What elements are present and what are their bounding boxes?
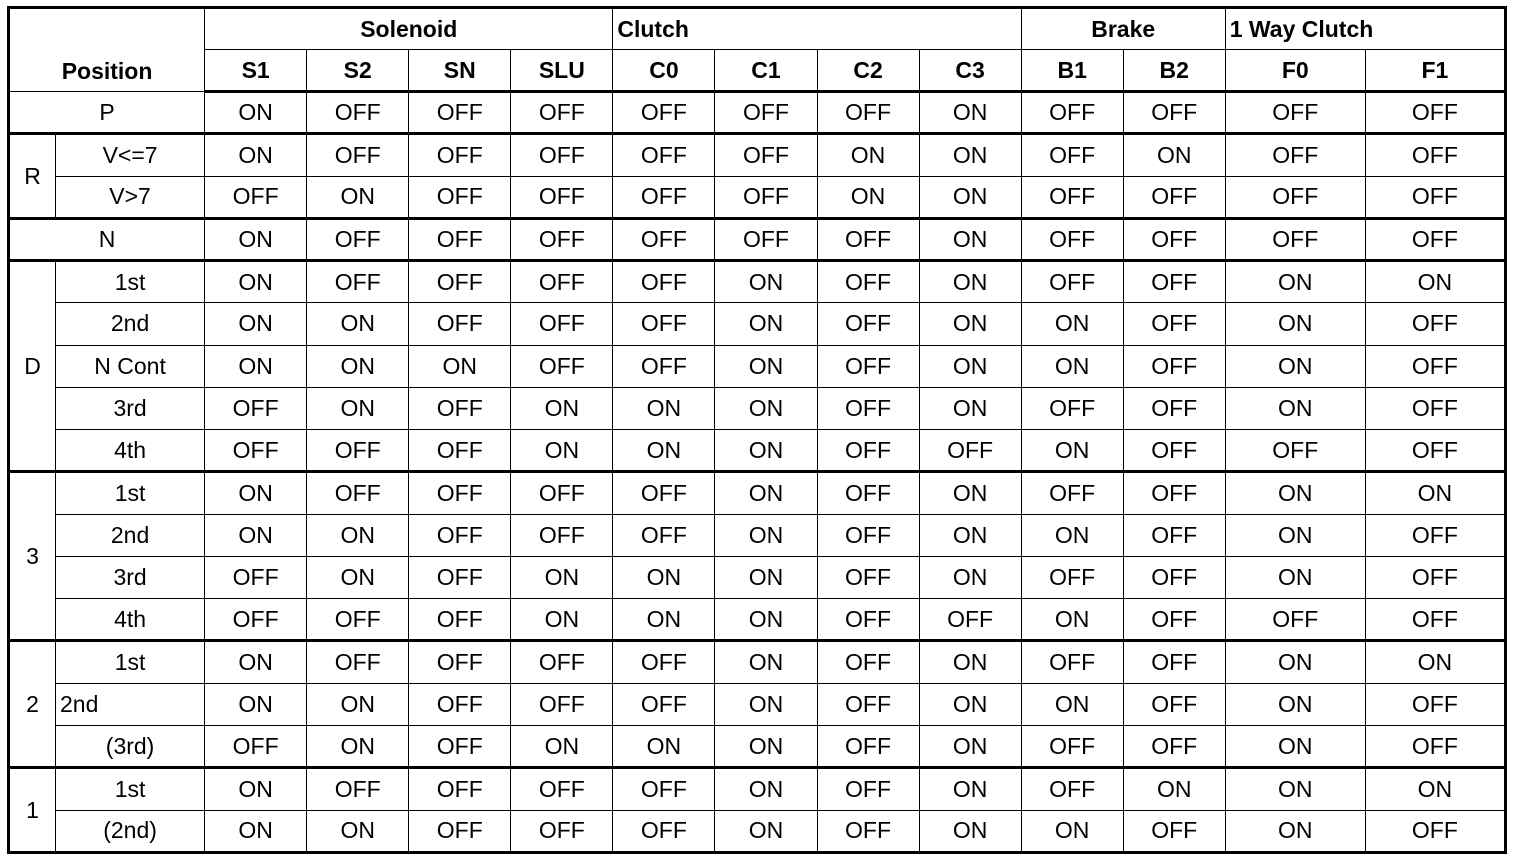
table-row [9, 345, 1506, 387]
state-cell: OFF [409, 430, 511, 472]
state-cell: ON [1225, 514, 1365, 556]
state-cell: OFF [1021, 218, 1123, 260]
state-cell: OFF [511, 176, 613, 218]
state-cell: OFF [511, 683, 613, 725]
state-cell: OFF [1123, 176, 1225, 218]
state-cell: OFF [1123, 345, 1225, 387]
state-cell: ON [511, 599, 613, 641]
state-cell: ON [919, 134, 1021, 176]
state-cell: OFF [1123, 683, 1225, 725]
state-cell: OFF [817, 683, 919, 725]
position-label: P [9, 92, 205, 134]
gear-label: 1st [56, 768, 205, 810]
state-cell: OFF [1123, 261, 1225, 303]
state-cell: OFF [1365, 134, 1505, 176]
state-cell: OFF [1365, 810, 1505, 852]
state-cell: OFF [307, 134, 409, 176]
state-cell: OFF [409, 303, 511, 345]
state-cell: ON [715, 387, 817, 429]
state-cell: ON [1021, 430, 1123, 472]
state-cell: ON [511, 387, 613, 429]
state-cell: ON [715, 261, 817, 303]
state-cell: ON [715, 514, 817, 556]
state-cell: ON [1021, 345, 1123, 387]
state-cell: OFF [511, 303, 613, 345]
state-cell: OFF [205, 599, 307, 641]
state-cell: OFF [817, 345, 919, 387]
gear-label: 2nd [56, 683, 205, 725]
state-cell: ON [205, 514, 307, 556]
state-cell: OFF [1225, 218, 1365, 260]
state-cell: OFF [817, 472, 919, 514]
state-cell: ON [1365, 472, 1505, 514]
state-cell: OFF [1021, 387, 1123, 429]
state-cell: ON [1225, 683, 1365, 725]
state-cell: ON [715, 641, 817, 683]
table-row [9, 683, 1506, 725]
column-header-slu: SLU [511, 50, 613, 92]
state-cell: OFF [1021, 472, 1123, 514]
state-cell: ON [817, 176, 919, 218]
state-cell: OFF [409, 176, 511, 218]
column-header-c3: C3 [919, 50, 1021, 92]
state-cell: ON [1225, 641, 1365, 683]
column-header-f0: F0 [1225, 50, 1365, 92]
state-cell: OFF [409, 556, 511, 598]
state-cell: OFF [1123, 641, 1225, 683]
state-cell: OFF [817, 261, 919, 303]
state-cell: ON [919, 218, 1021, 260]
state-cell: ON [307, 556, 409, 598]
position-label: D [9, 261, 56, 472]
state-cell: ON [1365, 768, 1505, 810]
column-header-s2: S2 [307, 50, 409, 92]
state-cell: OFF [409, 514, 511, 556]
state-cell: OFF [1021, 176, 1123, 218]
state-cell: ON [919, 725, 1021, 767]
state-cell: ON [1123, 134, 1225, 176]
column-header-b2: B2 [1123, 50, 1225, 92]
gear-label: (2nd) [56, 810, 205, 852]
state-cell: OFF [613, 641, 715, 683]
table-row [9, 134, 1506, 176]
state-cell: OFF [1123, 725, 1225, 767]
state-cell: ON [1225, 810, 1365, 852]
state-cell: OFF [1225, 134, 1365, 176]
gear-label: 1st [56, 641, 205, 683]
gear-label: 1st [56, 472, 205, 514]
state-cell: ON [205, 92, 307, 134]
state-cell: OFF [511, 134, 613, 176]
state-cell: OFF [409, 472, 511, 514]
state-cell: OFF [511, 92, 613, 134]
state-cell: OFF [1365, 725, 1505, 767]
state-cell: OFF [1021, 556, 1123, 598]
table-row [9, 768, 1506, 810]
state-cell: OFF [307, 599, 409, 641]
column-header-c1: C1 [715, 50, 817, 92]
state-cell: OFF [409, 92, 511, 134]
state-cell: ON [1021, 683, 1123, 725]
state-cell: OFF [409, 599, 511, 641]
state-cell: ON [1225, 725, 1365, 767]
state-cell: ON [307, 345, 409, 387]
state-cell: OFF [817, 430, 919, 472]
state-cell: ON [205, 768, 307, 810]
position-label: 1 [9, 768, 56, 853]
state-cell: ON [205, 303, 307, 345]
state-cell: OFF [613, 472, 715, 514]
state-cell: OFF [1021, 641, 1123, 683]
state-cell: ON [511, 556, 613, 598]
state-cell: OFF [511, 218, 613, 260]
state-cell: OFF [1365, 176, 1505, 218]
state-cell: OFF [1365, 345, 1505, 387]
table-row [9, 92, 1506, 134]
state-cell: OFF [1123, 472, 1225, 514]
state-cell: OFF [1225, 176, 1365, 218]
state-cell: ON [919, 641, 1021, 683]
column-header-row [9, 50, 1506, 92]
state-cell: ON [307, 176, 409, 218]
state-cell: OFF [613, 303, 715, 345]
state-cell: ON [715, 768, 817, 810]
state-cell: OFF [1021, 768, 1123, 810]
state-cell: OFF [1225, 430, 1365, 472]
column-header-s1: S1 [205, 50, 307, 92]
state-cell: ON [919, 345, 1021, 387]
state-cell: OFF [409, 683, 511, 725]
position-label: N [9, 218, 205, 260]
table-header [9, 8, 1506, 92]
state-cell: OFF [307, 472, 409, 514]
gear-label: 3rd [56, 556, 205, 598]
state-cell: OFF [409, 261, 511, 303]
gear-label: 1st [56, 261, 205, 303]
state-cell: ON [715, 430, 817, 472]
state-cell: ON [307, 683, 409, 725]
state-cell: OFF [409, 218, 511, 260]
state-cell: OFF [613, 345, 715, 387]
state-cell: OFF [613, 261, 715, 303]
state-cell: ON [919, 387, 1021, 429]
state-cell: OFF [613, 134, 715, 176]
state-cell: OFF [817, 218, 919, 260]
state-cell: ON [919, 556, 1021, 598]
state-cell: OFF [613, 683, 715, 725]
state-cell: OFF [1123, 430, 1225, 472]
state-cell: ON [715, 472, 817, 514]
state-cell: OFF [511, 514, 613, 556]
table-row [9, 261, 1506, 303]
state-cell: ON [1365, 261, 1505, 303]
column-header-c2: C2 [817, 50, 919, 92]
table-row [9, 514, 1506, 556]
table-row [9, 725, 1506, 767]
state-cell: ON [919, 683, 1021, 725]
state-cell: OFF [1365, 599, 1505, 641]
position-label: 3 [9, 472, 56, 641]
state-cell: ON [307, 810, 409, 852]
column-header-b1: B1 [1021, 50, 1123, 92]
state-cell: OFF [817, 725, 919, 767]
state-cell: OFF [919, 430, 1021, 472]
state-cell: ON [307, 303, 409, 345]
state-cell: OFF [409, 725, 511, 767]
state-cell: ON [919, 261, 1021, 303]
state-cell: OFF [1123, 303, 1225, 345]
state-cell: OFF [613, 176, 715, 218]
table-row [9, 556, 1506, 598]
state-cell: OFF [817, 387, 919, 429]
state-cell: OFF [409, 810, 511, 852]
table-row [9, 599, 1506, 641]
group-header-solenoid: Solenoid [205, 8, 613, 50]
state-cell: ON [715, 810, 817, 852]
gear-label: 4th [56, 430, 205, 472]
state-cell: ON [1021, 303, 1123, 345]
state-cell: ON [919, 514, 1021, 556]
state-cell: OFF [1365, 556, 1505, 598]
state-cell: OFF [1365, 92, 1505, 134]
state-cell: OFF [1225, 599, 1365, 641]
state-cell: OFF [817, 303, 919, 345]
table-row [9, 176, 1506, 218]
state-cell: OFF [307, 430, 409, 472]
state-cell: OFF [1123, 514, 1225, 556]
state-cell: ON [613, 430, 715, 472]
state-cell: ON [715, 725, 817, 767]
group-header-brake: Brake [1021, 8, 1225, 50]
state-cell: OFF [511, 810, 613, 852]
state-cell: ON [1225, 345, 1365, 387]
table-row [9, 218, 1506, 260]
state-cell: ON [1021, 599, 1123, 641]
gear-label: (3rd) [56, 725, 205, 767]
gear-label: 4th [56, 599, 205, 641]
state-cell: OFF [1123, 387, 1225, 429]
state-cell: OFF [613, 218, 715, 260]
state-cell: OFF [817, 92, 919, 134]
state-cell: OFF [307, 641, 409, 683]
state-cell: OFF [817, 810, 919, 852]
state-cell: ON [1225, 303, 1365, 345]
state-cell: OFF [1365, 387, 1505, 429]
state-cell: OFF [205, 387, 307, 429]
state-cell: ON [919, 810, 1021, 852]
gear-label: N Cont [56, 345, 205, 387]
state-cell: OFF [715, 218, 817, 260]
state-cell: ON [205, 683, 307, 725]
state-cell: ON [205, 345, 307, 387]
state-cell: ON [919, 176, 1021, 218]
state-cell: ON [1225, 387, 1365, 429]
position-header-label: Position [61, 58, 153, 84]
state-cell: ON [715, 303, 817, 345]
position-label: 2 [9, 641, 56, 768]
state-cell: OFF [1365, 303, 1505, 345]
state-cell: ON [307, 387, 409, 429]
state-cell: OFF [613, 92, 715, 134]
state-cell: OFF [511, 472, 613, 514]
state-cell: OFF [715, 92, 817, 134]
state-cell: ON [715, 556, 817, 598]
state-cell: OFF [1365, 430, 1505, 472]
state-cell: OFF [1021, 725, 1123, 767]
state-cell: OFF [511, 768, 613, 810]
table-row [9, 387, 1506, 429]
state-cell: ON [205, 810, 307, 852]
state-cell: ON [1225, 472, 1365, 514]
state-cell: ON [1021, 514, 1123, 556]
column-header-f1: F1 [1365, 50, 1505, 92]
gear-label: V<=7 [56, 134, 205, 176]
state-cell: OFF [511, 641, 613, 683]
state-cell: OFF [1123, 810, 1225, 852]
column-header-sn: SN [409, 50, 511, 92]
state-cell: OFF [205, 430, 307, 472]
state-cell: OFF [715, 176, 817, 218]
table-row [9, 472, 1506, 514]
state-cell: OFF [1365, 514, 1505, 556]
state-cell: ON [1225, 556, 1365, 598]
state-cell: OFF [1123, 92, 1225, 134]
gear-label: 2nd [56, 303, 205, 345]
state-cell: OFF [409, 641, 511, 683]
state-cell: OFF [307, 92, 409, 134]
position-label: R [9, 134, 56, 219]
gear-label: 3rd [56, 387, 205, 429]
state-cell: ON [205, 641, 307, 683]
state-cell: OFF [511, 261, 613, 303]
state-cell: OFF [1021, 261, 1123, 303]
state-cell: ON [613, 725, 715, 767]
state-cell: ON [511, 725, 613, 767]
state-cell: OFF [715, 134, 817, 176]
state-cell: OFF [613, 514, 715, 556]
state-cell: OFF [1123, 556, 1225, 598]
group-header-1-way-clutch: 1 Way Clutch [1225, 8, 1505, 50]
state-cell: OFF [1021, 92, 1123, 134]
state-cell: ON [919, 768, 1021, 810]
state-cell: OFF [817, 556, 919, 598]
state-cell: OFF [1021, 134, 1123, 176]
state-cell: OFF [1225, 92, 1365, 134]
state-cell: OFF [307, 768, 409, 810]
state-cell: ON [817, 134, 919, 176]
state-cell: OFF [409, 387, 511, 429]
state-cell: OFF [817, 641, 919, 683]
state-cell: ON [205, 261, 307, 303]
state-cell: OFF [919, 599, 1021, 641]
state-cell: ON [511, 430, 613, 472]
gear-label: 2nd [56, 514, 205, 556]
state-cell: ON [307, 725, 409, 767]
state-cell: OFF [307, 218, 409, 260]
group-header-clutch: Clutch [613, 8, 1021, 50]
state-cell: OFF [1123, 599, 1225, 641]
state-cell: ON [919, 472, 1021, 514]
state-cell: OFF [613, 810, 715, 852]
state-cell: ON [1225, 261, 1365, 303]
state-cell: OFF [1123, 218, 1225, 260]
state-cell: OFF [409, 768, 511, 810]
state-cell: OFF [817, 768, 919, 810]
state-cell: OFF [205, 556, 307, 598]
state-cell: ON [613, 599, 715, 641]
table-row [9, 810, 1506, 852]
state-cell: ON [205, 134, 307, 176]
table-row [9, 303, 1506, 345]
state-cell: ON [205, 472, 307, 514]
table-body [9, 92, 1506, 853]
table-row [9, 641, 1506, 683]
state-cell: OFF [1365, 683, 1505, 725]
state-cell: ON [1365, 641, 1505, 683]
state-cell: ON [919, 92, 1021, 134]
state-cell: ON [1225, 768, 1365, 810]
state-cell: OFF [511, 345, 613, 387]
state-cell: ON [307, 514, 409, 556]
state-cell: OFF [613, 768, 715, 810]
state-cell: OFF [1365, 218, 1505, 260]
shift-position-table [7, 6, 1507, 854]
table-row [9, 430, 1506, 472]
state-cell: OFF [409, 134, 511, 176]
state-cell: ON [613, 387, 715, 429]
state-cell: OFF [817, 599, 919, 641]
column-header-c0: C0 [613, 50, 715, 92]
position-header [9, 8, 205, 92]
state-cell: ON [409, 345, 511, 387]
state-cell: ON [205, 218, 307, 260]
group-header-row [9, 8, 1506, 50]
state-cell: ON [613, 556, 715, 598]
state-cell: OFF [817, 514, 919, 556]
gear-label: V>7 [56, 176, 205, 218]
state-cell: ON [1021, 810, 1123, 852]
state-cell: ON [715, 599, 817, 641]
state-cell: ON [919, 303, 1021, 345]
state-cell: ON [715, 345, 817, 387]
state-cell: OFF [205, 725, 307, 767]
state-cell: ON [715, 683, 817, 725]
state-cell: OFF [205, 176, 307, 218]
state-cell: OFF [307, 261, 409, 303]
state-cell: ON [1123, 768, 1225, 810]
